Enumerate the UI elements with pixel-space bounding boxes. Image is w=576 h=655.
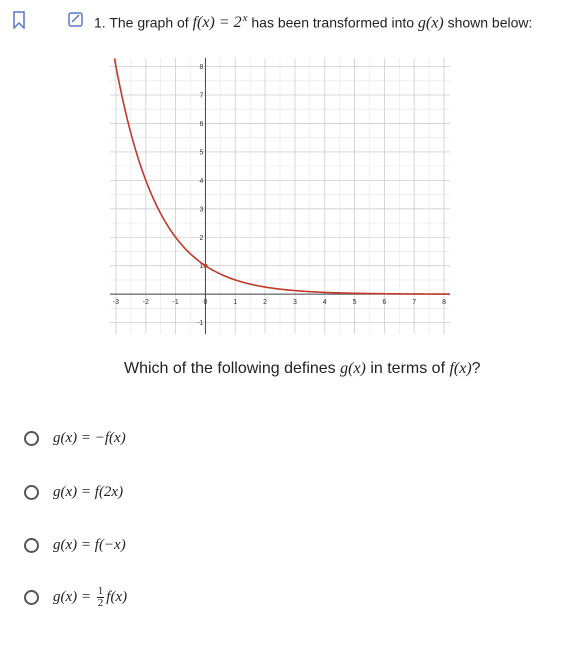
x-tick-label: 6: [382, 299, 387, 307]
x-tick-label: 8: [442, 299, 446, 307]
x-tick-label: 4: [322, 299, 327, 307]
fraction: [97, 586, 105, 609]
radio-button-c[interactable]: [24, 538, 39, 553]
choice-a[interactable]: [24, 430, 126, 447]
f-exponent: x: [242, 12, 248, 24]
prompt-before: Which of the following defines: [124, 360, 341, 377]
question-title: [94, 12, 532, 32]
y-tick-label: 4: [199, 177, 204, 185]
radio-button-d[interactable]: [24, 590, 39, 605]
bookmark-icon[interactable]: [12, 11, 26, 29]
choice-b[interactable]: [24, 484, 123, 501]
checkbox-icon[interactable]: [68, 12, 83, 27]
x-tick-label: 7: [412, 299, 417, 307]
x-tick-label: -1: [172, 299, 179, 307]
x-tick-label: -2: [142, 299, 149, 307]
choice-d[interactable]: [24, 586, 127, 609]
x-tick-label: 3: [292, 299, 297, 307]
question-prompt: [124, 360, 481, 378]
curve-g: [114, 59, 450, 295]
graph: [110, 58, 450, 334]
prompt-end: ?: [471, 360, 481, 377]
x-tick-label: 5: [352, 299, 357, 307]
question-number-text: 1. The graph of: [94, 14, 193, 31]
question-tail-text: shown below:: [443, 14, 533, 31]
y-tick-label: 8: [199, 64, 204, 72]
x-tick-label: 1: [233, 299, 238, 307]
x-tick-label: -3: [112, 299, 120, 307]
y-tick-label: 6: [199, 120, 204, 128]
fraction-numerator: 1: [97, 585, 104, 597]
choice-c[interactable]: [24, 537, 126, 554]
prompt-mid: in terms of: [365, 360, 450, 377]
y-tick-label: 3: [199, 206, 204, 214]
f-definition: [193, 14, 248, 31]
choice-d-lhs: g(x) =: [53, 588, 95, 605]
radio-button-a[interactable]: [24, 431, 39, 446]
y-tick-label: 7: [199, 92, 204, 100]
x-tick-label: 0: [203, 299, 208, 307]
y-intercept-point: [203, 264, 207, 268]
prompt-g-expression: g(x): [340, 360, 366, 377]
f-definition-base: f(x) = 2: [192, 14, 242, 32]
y-tick-label: 2: [199, 234, 204, 242]
choice-d-rhs: f(x): [106, 588, 128, 605]
y-tick-label: 5: [199, 149, 204, 157]
prompt-f-expression: f(x): [449, 360, 472, 377]
y-tick-label: -1: [197, 320, 204, 328]
choice-b-text: g(x) = f(2x): [53, 484, 124, 500]
fraction-denominator: 2: [97, 597, 104, 609]
y-tick-label: 1: [199, 263, 204, 271]
choice-c-text: g(x) = f(−x): [53, 537, 126, 553]
choice-d-text: [53, 586, 127, 609]
question-mid-text: has been transformed into: [247, 14, 418, 31]
choice-a-text: g(x) = −f(x): [53, 430, 126, 446]
g-expression: g(x): [417, 14, 444, 32]
x-tick-label: 2: [263, 299, 268, 307]
radio-button-b[interactable]: [24, 485, 39, 500]
